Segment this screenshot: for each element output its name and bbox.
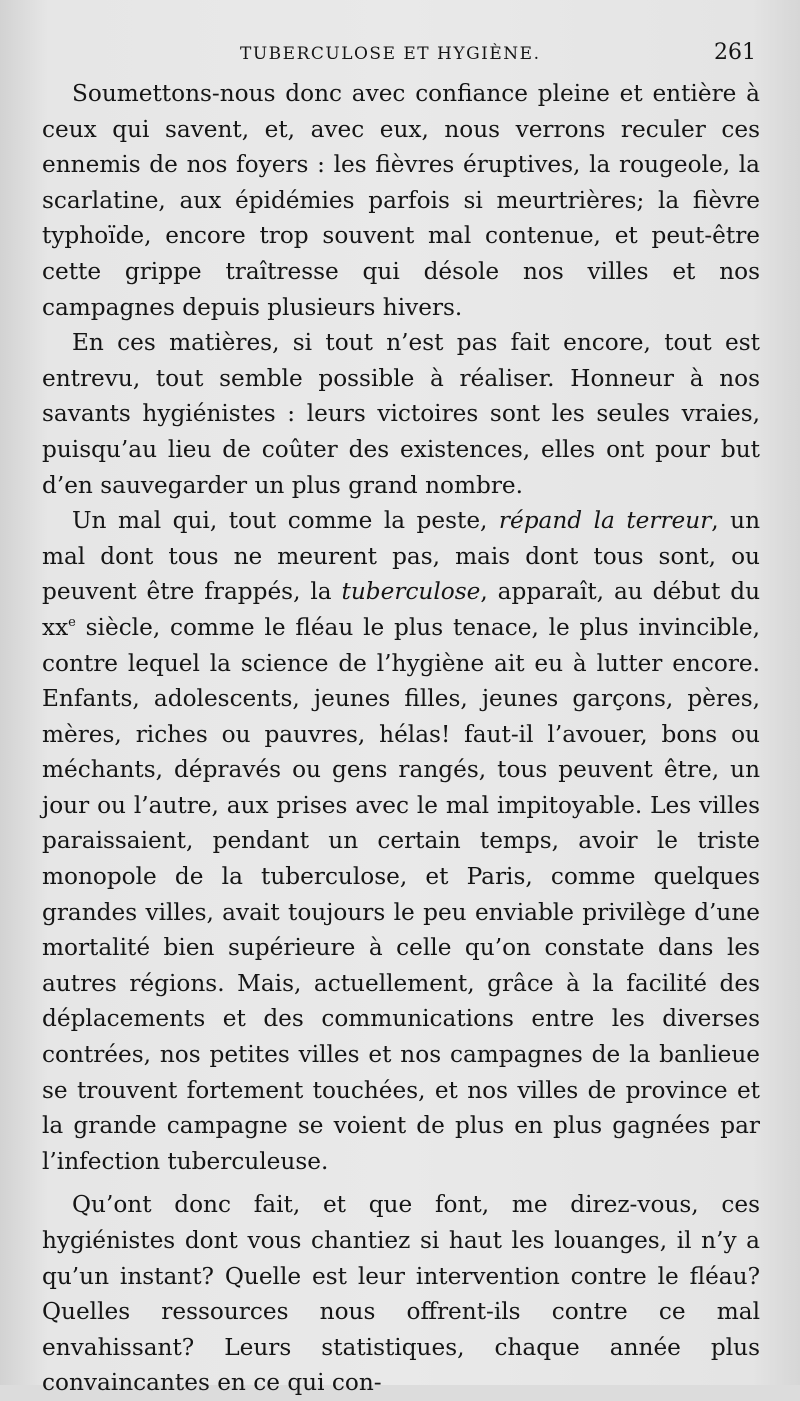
paragraph xyxy=(42,503,760,1179)
running-head xyxy=(0,40,800,70)
paragraph xyxy=(42,1187,760,1401)
paragraph-text: Soumettons-nous donc avec confiance pleine et entière à ceux qui savent, et, avec eux, nous verrons reculer ces ennemis de nos foyers : les fièvres éruptives, la rougeole, la scarlatine, aux épidémies parfois si meurtrières; la fièvre typhoïde, encore trop souvent mal contenue, et peut-être cette grippe traîtresse qui désole nos villes et nos campagnes depuis plusieurs hivers. xyxy=(42,80,760,321)
paragraph xyxy=(42,325,760,503)
superscript-text: e xyxy=(68,614,76,630)
paragraph-text: , un mal dont tous ne meurent pas, mais dont tous sont, ou peuvent être frappés, la xyxy=(42,507,761,606)
paragraph xyxy=(42,76,760,325)
italic-text: répand la terreur xyxy=(498,507,712,535)
paragraph-text: Un mal qui, tout comme la peste, xyxy=(72,507,499,535)
paragraph-text: , apparaît, au début du xx xyxy=(42,578,760,641)
paragraph-text: En ces matières, si tout n’est pas fait encore, tout est entrevu, tout semble possible à réaliser. Honneur à nos savants hygiénistes : leurs victoires sont les seules vraies, puisqu’au lieu de coûter des existences, elles ont pour but d’en sauvegarder un plus grand nombre. xyxy=(42,329,760,499)
italic-text: tuberculose xyxy=(341,578,481,606)
running-title: TUBERCULOSE ET HYGIÈNE. xyxy=(240,44,541,64)
paragraph-text: Qu’ont donc fait, et que font, me direz-vous, ces hygiénistes dont vous chantiez si haut les louanges, il n’y a qu’un instant? Quelle est leur intervention contre le fléau? Quelles ressources nous offrent-ils contre ce mal envahissant? Leurs statistiques, chaque année plus convaincantes en ce qui con- xyxy=(42,1191,760,1397)
paragraph-text: siècle, comme le fléau le plus tenace, le plus invincible, contre lequel la science de l’hygiène ait eu à lutter encore. Enfants, adolescents, jeunes filles, jeunes garçons, pères, mères, riches ou pauvres, hélas! faut-il l’avouer, bons ou méchants, dépravés ou gens rangés, tous peuvent être, un jour ou l’autre, aux prises avec le mal impitoyable. Les villes paraissaient, pendant un certain temps, avoir le triste monopole de la tuberculose, et Paris, comme quelques grandes villes, avait toujours le peu enviable privilège d’une mortalité bien supérieure à celle qu’on constate dans les autres régions. Mais, actuellement, grâce à la facilité des déplacements et des communications entre les diverses contrées, nos petites villes et nos campagnes de la banlieue se trouvent fortement touchées, et nos villes de province et la grande campagne se voient de plus en plus gagnées par l’infection tuberculeuse. xyxy=(42,613,760,1175)
body-text xyxy=(42,76,760,1401)
page-number: 261 xyxy=(714,40,756,65)
